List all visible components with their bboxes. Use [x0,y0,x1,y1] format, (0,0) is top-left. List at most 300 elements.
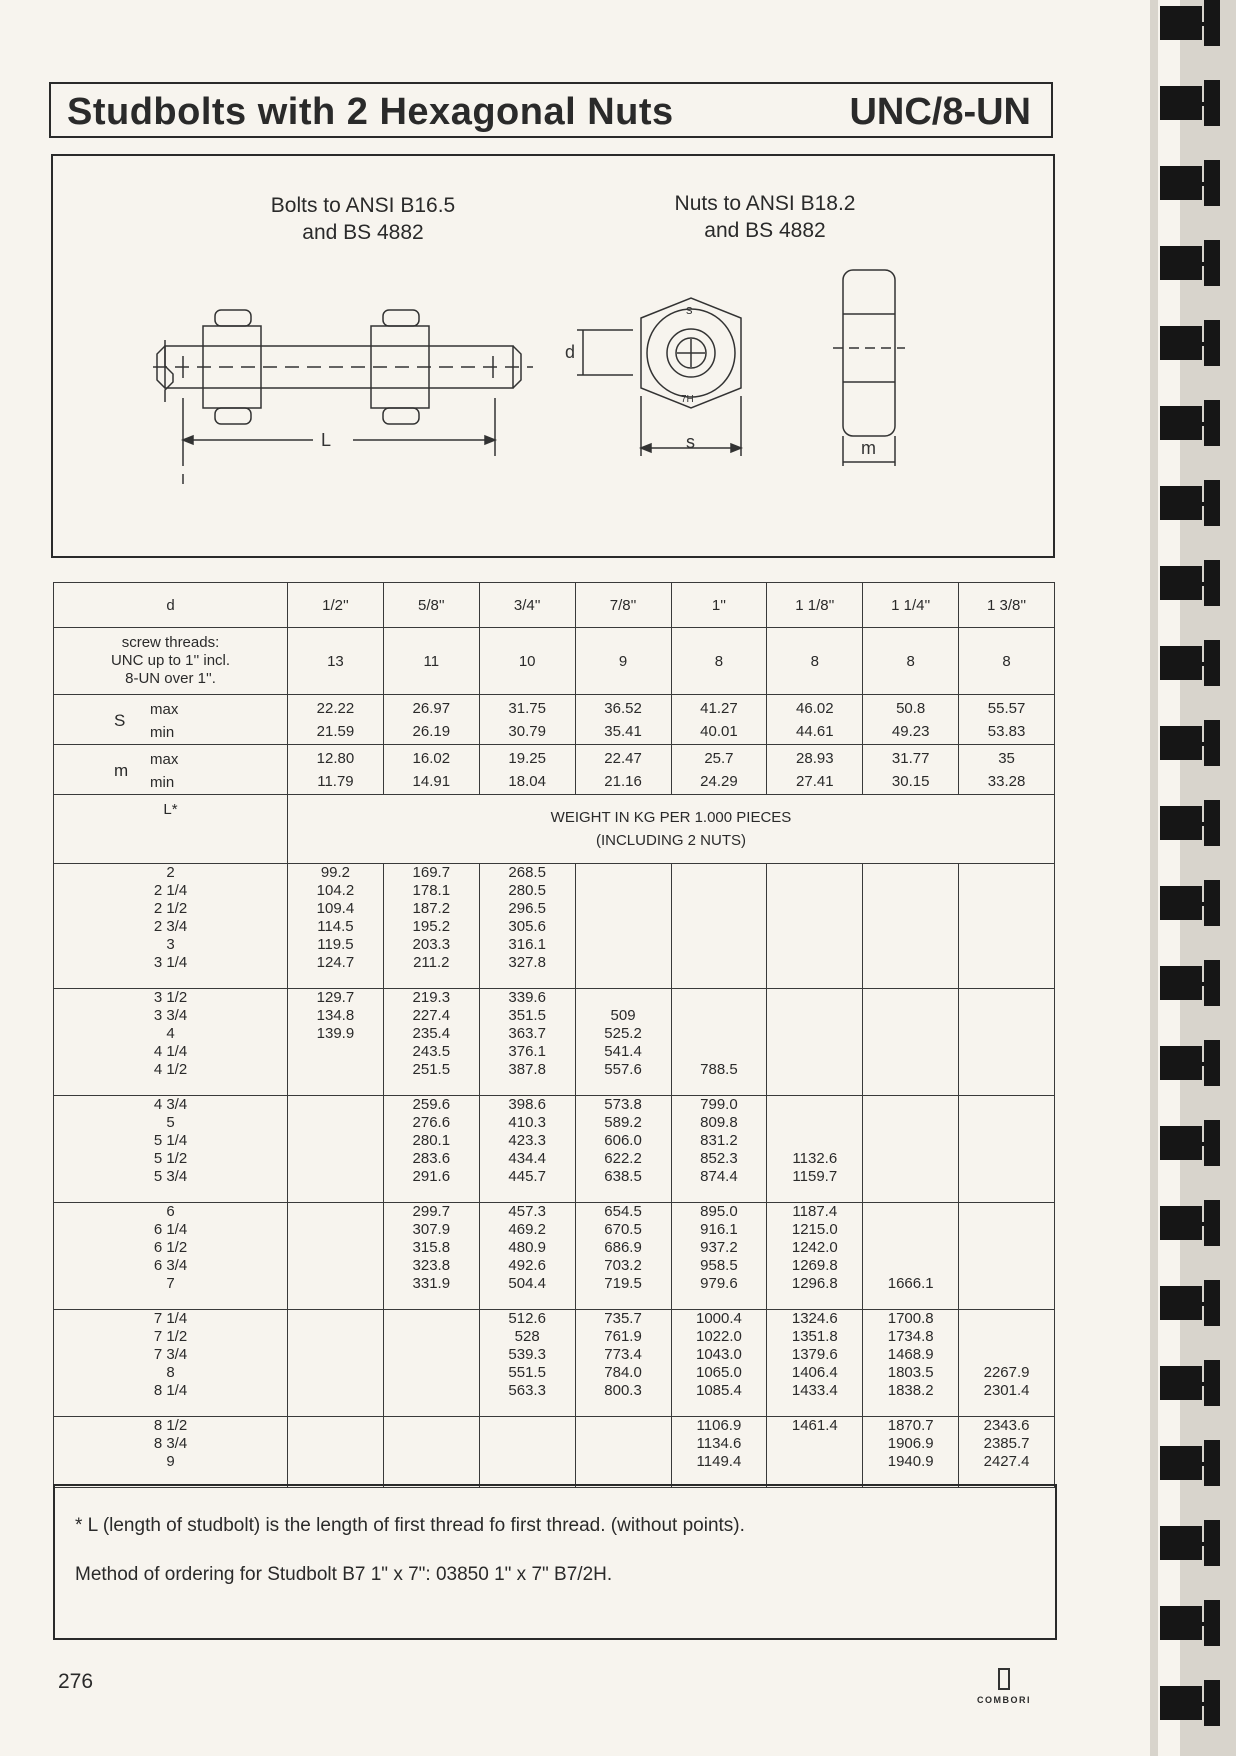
weight-value [863,1025,958,1043]
weight-value: 541.4 [604,1043,642,1060]
weight-cell [383,1310,479,1417]
nut-s-label-top: s [686,302,693,317]
weight-value: 1666.1 [887,1275,934,1292]
weight-cell [383,989,479,1096]
weight-value [288,1328,383,1346]
s-label-cell [54,695,288,745]
m-min-value: 14.91 [412,772,451,790]
weight-value: 1269.8 [791,1257,838,1274]
weight-value [672,900,767,918]
threads-cell: 10 [479,628,575,695]
weight-value [288,1346,383,1364]
weight-value: 1296.8 [791,1275,838,1292]
m-max-value: 22.47 [604,749,642,767]
size-cell: 7/8'' [575,583,671,628]
weight-value [863,1043,958,1061]
weight-value: 1000.4 [695,1310,742,1327]
length-value: 7 [166,1275,175,1292]
weight-value [767,882,862,900]
weight-value [576,1417,671,1435]
length-value: 3 3/4 [153,1007,188,1024]
weight-value: 895.0 [700,1203,738,1220]
weight-value [959,1007,1054,1025]
weight-value: 504.4 [508,1275,546,1292]
weight-value: 1838.2 [887,1382,934,1399]
weight-value [576,864,671,882]
weight-value [959,989,1054,1007]
binding-coil-icon [1160,1600,1222,1646]
binding-coil-icon [1160,1440,1222,1486]
threads-cell: 9 [575,628,671,695]
binding-coil-icon [1160,80,1222,126]
s-max-value: 31.75 [508,699,546,717]
L-label: L* [54,795,288,864]
weight-cell [959,864,1055,989]
min-label: min [150,723,175,741]
weight-value: 1803.5 [887,1364,934,1381]
weight-cell [863,1310,959,1417]
weight-value [959,1346,1054,1364]
threads-cell: 8 [671,628,767,695]
weight-cell [288,1310,384,1417]
s-max-value: 46.02 [796,699,834,717]
page-title: Studbolts with 2 Hexagonal Nuts [67,91,674,133]
weight-value [863,1221,958,1239]
hex-nut-side-view-icon [833,270,905,466]
s-max-value: 22.22 [316,699,355,717]
weight-value [863,1096,958,1114]
s-dimension-row [54,695,1055,745]
notes-box [53,1484,1057,1640]
nuts-standard-line-1: Nuts to ANSI B18.2 [674,192,856,215]
s-min-value: 44.61 [796,722,834,740]
binding-coil-icon [1160,1200,1222,1246]
weight-value [959,936,1054,954]
s-max-value: 41.27 [700,699,738,717]
diagram-box [51,154,1055,558]
weight-value: 1065.0 [695,1364,742,1381]
length-value: 7 1/4 [153,1310,188,1327]
height-m-label: m [861,438,876,458]
weight-cell [575,1310,671,1417]
length-cell [54,1417,288,1488]
s-value-cell [767,695,863,745]
weight-cell [479,1203,575,1310]
s-min-value: 35.41 [604,722,642,740]
weight-value: 1700.8 [887,1310,934,1327]
weight-value: 376.1 [508,1043,546,1060]
weight-value: 589.2 [604,1114,642,1131]
weight-value [767,1025,862,1043]
binding-coil-icon [1160,1120,1222,1166]
weight-value [288,1275,383,1293]
weight-value: 1187.4 [792,1203,838,1220]
weight-value: 178.1 [412,882,451,899]
s-value-cell [383,695,479,745]
weight-value: 1134.6 [696,1435,742,1452]
weight-header [288,795,1055,864]
weight-value: 800.3 [604,1382,642,1399]
binding-coil-icon [1160,400,1222,446]
weight-cell [959,1417,1055,1488]
nuts-standard-line-2: and BS 4882 [704,219,826,242]
weight-value [863,1239,958,1257]
weight-value: 916.1 [700,1221,738,1238]
size-cell: 1 3/8'' [959,583,1055,628]
binding-coil-icon [1160,480,1222,526]
weight-cell [671,1310,767,1417]
weight-value [672,918,767,936]
weight-value: 539.3 [508,1346,546,1363]
weight-value: 410.3 [508,1114,546,1131]
s-value-cell [288,695,384,745]
weight-value: 528 [514,1328,540,1345]
weight-cell [288,1096,384,1203]
weight-value [672,1007,767,1025]
weight-value [288,1435,383,1453]
weight-value [959,1221,1054,1239]
weight-value: 735.7 [604,1310,642,1327]
weight-value [767,1453,862,1471]
size-cell: 5/8'' [383,583,479,628]
weight-value [576,936,671,954]
weight-value: 305.6 [508,918,546,935]
length-group-row [54,989,1055,1096]
weight-cell [288,989,384,1096]
brand-mark-icon [998,1668,1010,1690]
size-cell: 1/2'' [288,583,384,628]
weight-value [384,1435,479,1453]
m-dimension-row [54,745,1055,795]
weight-value: 1215.0 [791,1221,838,1238]
weight-header-line: (INCLUDING 2 NUTS) [595,832,746,849]
weight-cell [767,864,863,989]
weight-cell [288,1203,384,1310]
weight-value: 423.3 [508,1132,546,1149]
length-cell [54,1096,288,1203]
weight-value: 1324.6 [791,1310,838,1327]
weight-value: 139.9 [316,1025,355,1042]
weight-value: 1734.8 [887,1328,934,1345]
weight-value: 134.8 [316,1007,355,1024]
weight-value: 327.8 [508,954,546,971]
weight-value [384,1453,479,1471]
weight-value [767,954,862,972]
weight-value: 114.5 [317,918,354,935]
threads-label [54,628,288,695]
weight-value [767,918,862,936]
weight-value: 268.5 [508,864,546,881]
spiral-binding [1150,0,1236,1756]
m-letter: m [114,760,129,780]
weight-value [672,954,767,972]
weight-value [672,882,767,900]
length-value: 7 3/4 [153,1346,188,1363]
weight-value: 276.6 [412,1114,451,1131]
weight-value: 1043.0 [695,1346,742,1363]
size-cell: 3/4'' [479,583,575,628]
weight-value: 1149.4 [696,1453,742,1470]
brand-name: COMBORI [977,1695,1031,1705]
binding-coil-icon [1160,1360,1222,1406]
weight-value: 2427.4 [983,1453,1030,1470]
weight-value [480,1417,575,1435]
binding-coil-icon [1160,1680,1222,1726]
weight-value: 109.4 [316,900,355,917]
weight-cell [767,989,863,1096]
bolts-standard-line-2: and BS 4882 [302,221,424,244]
weight-value [288,1257,383,1275]
weight-value [863,1257,958,1275]
weight-value: 1022.0 [695,1328,742,1345]
length-cell [54,989,288,1096]
weight-value: 387.8 [508,1061,546,1078]
weight-value: 219.3 [412,989,451,1006]
weight-value: 1379.6 [791,1346,838,1363]
m-label-cell [54,745,288,795]
weight-value: 227.4 [412,1007,451,1024]
weight-value: 339.6 [508,989,546,1006]
length-cell [54,1203,288,1310]
s-value-cell [959,695,1055,745]
length-value: 8 1/2 [153,1417,188,1434]
length-L-label: L [321,430,332,450]
weight-value [863,1114,958,1132]
threads-cell: 8 [767,628,863,695]
weight-header-row [54,795,1055,864]
length-value: 3 1/2 [153,989,188,1006]
weight-value: 1159.7 [792,1168,838,1185]
weight-value: 788.5 [700,1061,738,1078]
weight-value [959,1168,1054,1186]
threads-row [54,628,1055,695]
m-max-value: 16.02 [412,749,451,767]
length-value: 8 1/4 [153,1382,188,1399]
weight-value: 2267.9 [983,1364,1030,1381]
binding-coil-icon [1160,160,1222,206]
weight-value [959,1096,1054,1114]
length-value: 2 3/4 [153,918,188,935]
weight-value: 958.5 [700,1257,738,1274]
weight-cell [479,989,575,1096]
weight-value [288,1364,383,1382]
weight-value: 280.1 [412,1132,451,1149]
weight-value [959,954,1054,972]
weight-value: 492.6 [508,1257,546,1274]
weight-value [863,936,958,954]
weight-value: 512.6 [508,1310,546,1327]
ordering-note: Method of ordering for Studbolt B7 1" x 7": 03850 1" x 7" B7/2H. [75,1564,613,1585]
weight-cell [479,864,575,989]
length-footnote: * L (length of studbolt) is the length of first thread fo first thread. (without points). [75,1515,745,1536]
weight-value: 104.2 [316,882,355,899]
binding-coil-icon [1160,800,1222,846]
weight-cell [479,1310,575,1417]
weight-value [288,1221,383,1239]
weight-value [959,1150,1054,1168]
weight-value [767,1435,862,1453]
weight-value: 235.4 [412,1025,451,1042]
weight-cell [959,989,1055,1096]
m-value-cell [863,745,959,795]
weight-cell [863,864,959,989]
weight-value [288,1132,383,1150]
weight-value: 1132.6 [792,1150,838,1167]
weight-value [384,1328,479,1346]
weight-cell [575,864,671,989]
weight-cell [383,1096,479,1203]
size-cell: 1 1/8'' [767,583,863,628]
weight-value [767,1061,862,1079]
weight-value: 1906.9 [887,1435,934,1452]
weight-value [959,864,1054,882]
weight-value [576,900,671,918]
weight-cell [671,864,767,989]
weight-value: 852.3 [700,1150,738,1167]
weight-value: 2385.7 [983,1435,1030,1452]
length-value: 6 1/4 [153,1221,188,1238]
threads-cell: 13 [288,628,384,695]
weight-value [767,864,862,882]
m-value-cell [959,745,1055,795]
weight-value: 331.9 [412,1275,451,1292]
weight-value [863,900,958,918]
s-letter: S [114,710,126,730]
s-max-value: 55.57 [987,699,1026,717]
weight-value: 551.5 [508,1364,546,1381]
weight-value [959,1203,1054,1221]
weight-value: 1106.9 [696,1417,742,1434]
weight-value: 1433.4 [791,1382,838,1399]
weight-value: 243.5 [412,1043,451,1060]
weight-value [767,936,862,954]
weight-value: 773.4 [604,1346,642,1363]
page-number: 276 [58,1670,94,1693]
m-max-value: 25.7 [704,749,734,767]
s-min-value: 26.19 [412,722,451,740]
weight-value: 280.5 [508,882,546,899]
weight-value [288,1061,383,1079]
weight-value [959,900,1054,918]
weight-value: 2301.4 [983,1382,1030,1399]
title-box [49,82,1053,138]
weight-value [767,1132,862,1150]
weight-value [384,1310,479,1328]
threads-label-line: screw threads: [121,634,220,651]
weight-value: 315.8 [412,1239,451,1256]
weight-value: 251.5 [412,1061,451,1078]
length-value: 6 1/2 [153,1239,188,1256]
s-min-value: 53.83 [987,722,1026,740]
weight-value: 937.2 [700,1239,738,1256]
weight-value: 363.7 [508,1025,546,1042]
weight-value: 761.9 [604,1328,642,1345]
weight-value [959,1257,1054,1275]
weight-cell [671,1203,767,1310]
weight-value: 979.6 [700,1275,738,1292]
s-min-value: 40.01 [700,722,738,740]
weight-cell [479,1417,575,1488]
length-value: 3 [166,936,175,953]
d-label: d [54,583,288,628]
bolts-standard-line-1: Bolts to ANSI B16.5 [270,194,456,217]
weight-value [288,1310,383,1328]
size-cell: 1'' [671,583,767,628]
binding-coil-icon [1160,0,1222,46]
threads-label-line: 8-UN over 1''. [125,670,216,687]
weight-value [288,1168,383,1186]
weight-value [959,918,1054,936]
m-min-value: 27.41 [796,772,834,790]
weight-value: 686.9 [604,1239,642,1256]
weight-value [384,1417,479,1435]
length-group-row [54,864,1055,989]
weight-cell [863,989,959,1096]
length-value: 5 1/2 [153,1150,188,1167]
weight-value [672,989,767,1007]
s-value-cell [479,695,575,745]
weight-value: 1468.9 [887,1346,934,1363]
weight-cell [767,1096,863,1203]
size-row [54,583,1055,628]
binding-coil-icon [1160,320,1222,366]
weight-value [959,1310,1054,1328]
weight-value: 119.5 [317,936,354,953]
nut-grade-mark: 7H [681,394,694,405]
weight-cell [959,1096,1055,1203]
weight-cell [575,1203,671,1310]
m-value-cell [288,745,384,795]
weight-value [288,1114,383,1132]
weight-value: 1870.7 [887,1417,934,1434]
weight-value [863,1061,958,1079]
weight-value [672,864,767,882]
weight-value [959,882,1054,900]
weight-value: 307.9 [412,1221,451,1238]
m-value-cell [479,745,575,795]
m-max-value: 35 [998,749,1015,767]
weight-value [288,1239,383,1257]
min-label: min [150,773,175,791]
s-value-cell [575,695,671,745]
weight-value: 509 [610,1007,636,1024]
binding-coil-icon [1160,880,1222,926]
weight-value [863,954,958,972]
weight-value [672,1025,767,1043]
weight-value [288,1382,383,1400]
weight-value: 606.0 [604,1132,642,1149]
m-min-value: 18.04 [508,772,546,790]
length-value: 4 1/2 [153,1061,188,1078]
weight-value: 291.6 [412,1168,451,1185]
binding-coil-icon [1160,1520,1222,1566]
weight-value [767,1043,862,1061]
weight-value: 129.7 [316,989,355,1006]
weight-value: 434.4 [508,1150,546,1167]
s-min-value: 49.23 [891,722,930,740]
weight-value [384,1382,479,1400]
weight-value: 809.8 [700,1114,738,1131]
weight-value [959,1043,1054,1061]
weight-value [767,900,862,918]
m-max-value: 19.25 [508,749,546,767]
length-value: 6 [166,1203,175,1220]
m-min-value: 21.16 [604,772,642,790]
weight-value: 1461.4 [791,1417,838,1434]
weight-value [863,989,958,1007]
binding-coil-icon [1160,240,1222,286]
weight-value: 622.2 [604,1150,642,1167]
